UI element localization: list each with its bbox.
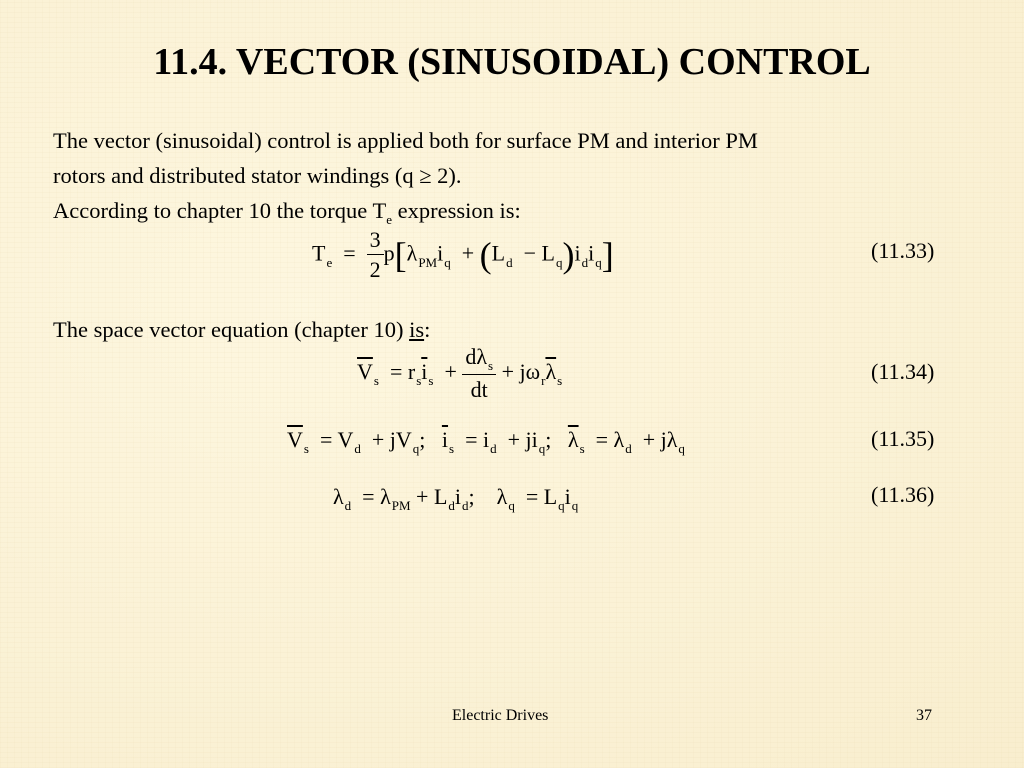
intro-line-1: The vector (sinusoidal) control is applied both for surface PM and interior PM [53,128,758,153]
equation-number-11-36: (11.36) [871,482,935,507]
equation-number-11-34: (11.34) [871,359,935,384]
equation-number-11-33: (11.33) [871,238,935,263]
equation-11-35: $\overline{V}_s = V_d + jV_q$; $\overline{i}_s = i_d + ji_q$; $\overline{\lambda}_s = \lambda_d + j\lambda_q$ [287,427,685,456]
intro-line-3: According to chapter 10 the torque $T_e$ expression is: [53,198,521,227]
space-vector-paragraph: The space vector equation (chapter 10) is: [53,317,431,342]
footer-title: Electric Drives [452,707,549,724]
is-link: is [409,317,425,342]
equation-11-36: $\lambda_d = \lambda_{PM} + L_di_d$; $\lambda_q = L_qi_q$ [333,484,579,513]
page-number: 37 [916,707,932,724]
intro-paragraph [53,123,983,231]
equation-11-34: $\overline{V}_s = r_s\overline{i}_s$ + $\frac{d\lambda_s}{dt}$ + $j\omega_r\overline{\lambda}_s$ [357,344,563,402]
equation-11-33: $T_e$ = $\frac{3}{2}$ $p[\lambda_{PM}i_q + (L_d - L_q)i_di_q]$ [312,227,614,282]
intro-line-2: rotors and distributed stator windings (q ≥ 2). [53,163,462,188]
equation-number-11-35: (11.35) [871,426,935,451]
slide-title: 11.4. VECTOR (SINUSOIDAL) CONTROL [153,41,871,83]
